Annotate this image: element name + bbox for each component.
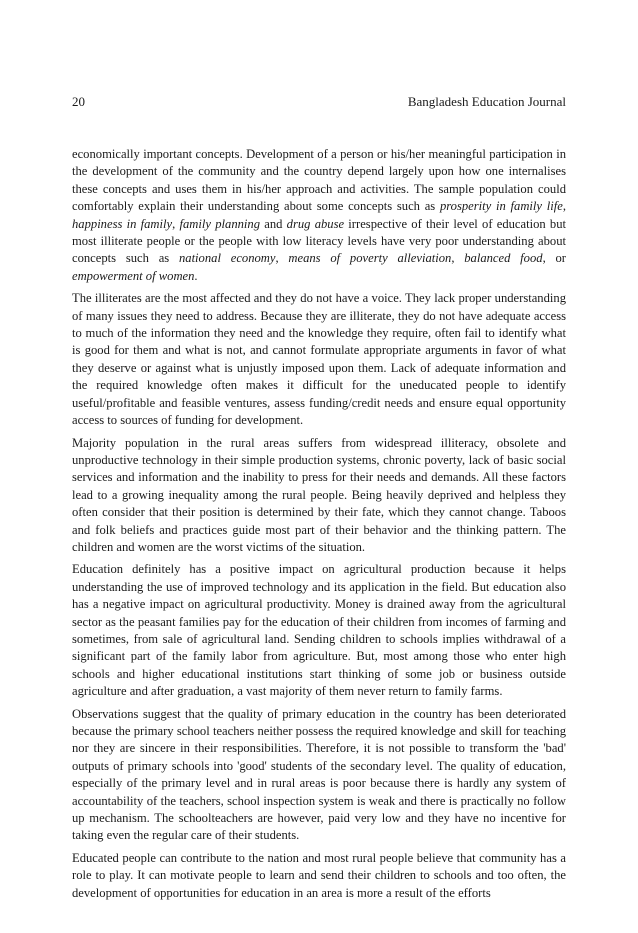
italic-term: national economy	[178, 251, 276, 266]
text-run: , or	[542, 251, 566, 266]
text-run: .	[194, 268, 198, 283]
text-run: Educated people can contribute to the nation and most rural people believe that community has a role to play. It can motivate people to learn and send their children to schools and too often, the development of opportunities for education in an area is more a result of the efforts	[72, 850, 566, 900]
paragraph	[72, 146, 566, 285]
text-run: ,	[562, 199, 567, 214]
text-run: Observations suggest that the quality of primary education in the country has been deteriorated because the primary school teachers neither possess the required knowledge and skill for teaching nor they are sincere in their responsibilities. Therefore, it is not possible to transform the 'bad' outputs of primary schools into 'good' students of the secondary level. The quality of education, especially of the primary level and in rural areas is poor because there is hardly any system of accountability of the teachers, school inspection system is weak and there is practically no follow up mechanism. The schoolteachers are however, paid very low and they have no incentive for taking even the regular care of their students.	[72, 706, 566, 843]
paragraph	[72, 290, 566, 429]
text-run: and	[260, 216, 287, 231]
page-number: 20	[72, 94, 85, 109]
italic-term: means of poverty alleviation	[288, 251, 452, 266]
text-run: Education definitely has a positive impact on agricultural production because it helps understanding the use of improved technology and its application in the field. But education also has a negative impact on agricultural productivity. Money is drained away from the agricultural sector as the peasant families pay for the education of their children from incomes of farming and sometimes, from sale of agricultural land. Sending children to schools implies withdrawal of a significant part of the family labor from agriculture. But, most among those who enter high schools and higher educational institutions start thinking of some job or business outside agriculture and after graduation, a vast majority of them never return to family farms.	[72, 562, 566, 699]
italic-term: happiness in family	[72, 216, 173, 231]
text-run: Majority population in the rural areas suffers from widespread illiteracy, obsolete and unproductive technology in their simple production systems, chronic poverty, lack of basic social services and information and the inability to press for their needs and demands. All these factors lead to a growing inequality among the rural people. Being heavily deprived and helpless they often consider that their position is determined by their fate, which they cannot change. Taboos and folk beliefs and practices guide most part of their behavior and the thinking pattern. The children and women are the worst victims of the situation.	[72, 435, 566, 554]
text-run: ,	[275, 251, 289, 266]
paragraph	[72, 561, 566, 700]
italic-term: empowerment of women	[72, 268, 195, 283]
text-run: ,	[451, 251, 465, 266]
italic-term: prosperity in family life	[439, 199, 563, 214]
italic-term: family planning	[179, 216, 261, 231]
italic-term: drug abuse	[286, 216, 345, 231]
journal-title: Bangladesh Education Journal	[407, 94, 566, 109]
text-run: economically important concepts. Development of a person or his/her meaningful participation in the development of the community and the country depend largely upon how one internalises these concepts and uses them in his/her approach and activities. The sample population could comfortably explain their understanding about some concepts such as	[72, 147, 566, 214]
text-run: irrespective of their level of education but most illiterate people or the people with low literacy levels have very poor understanding about concepts such as	[72, 216, 567, 266]
italic-term: balanced food	[464, 251, 543, 266]
text-run: The illiterates are the most affected and they do not have a voice. They lack proper understanding of many issues they need to address. Because they are illiterate, they do not have adequate access to much of the information they need and the knowledge they require, often fail to identify what is good for them and what is not, and cannot formulate appropriate arguments in favor of what they deserve or against what is unjustly imposed upon them. Lack of adequate information and the required knowledge often makes it difficult for the uneducated people to identify useful/profitable and feasible ventures, assess funding/credit needs and ensure equal opportunity access to sources of funding for development.	[72, 291, 566, 428]
paragraph	[72, 706, 566, 845]
paragraph	[72, 435, 566, 557]
paragraph	[72, 850, 566, 902]
article-body	[72, 146, 566, 907]
text-run: ,	[172, 216, 180, 231]
